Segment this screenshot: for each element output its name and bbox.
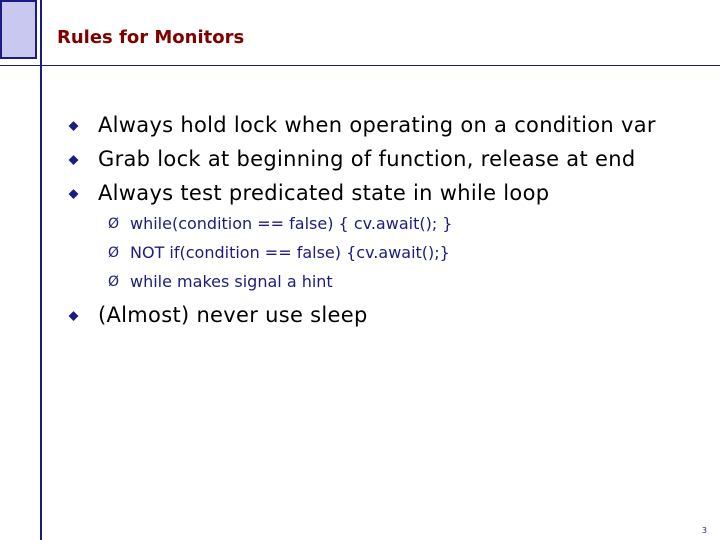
sub-bullet-text-3: while makes signal a hint (130, 272, 333, 291)
arrowhead-bullet-icon: Ø (108, 216, 120, 232)
sub-bullet-text-2: NOT if(condition == false) {cv.await();} (130, 243, 450, 262)
slide-title: Rules for Monitors (57, 27, 245, 48)
diamond-bullet-icon (69, 121, 79, 131)
diamond-bullet-icon (69, 155, 79, 165)
bullet-text-3: Always test predicated state in while loop (98, 181, 550, 205)
sub-bullet-text-1: while(condition == false) { cv.await(); } (130, 214, 453, 233)
arrowhead-bullet-icon: Ø (108, 245, 120, 261)
page-number: 3 (701, 526, 707, 535)
left-margin-line (40, 0, 42, 540)
bullet-text-2: Grab lock at beginning of function, release at end (98, 147, 636, 171)
bullet-text-1: Always hold lock when operating on a condition var (98, 113, 656, 137)
arrowhead-bullet-icon: Ø (108, 274, 120, 290)
bullet-text-4: (Almost) never use sleep (98, 303, 368, 327)
diamond-bullet-icon (69, 311, 79, 321)
header-divider-line (0, 65, 720, 66)
corner-decoration-box (0, 0, 37, 59)
diamond-bullet-icon (69, 189, 79, 199)
